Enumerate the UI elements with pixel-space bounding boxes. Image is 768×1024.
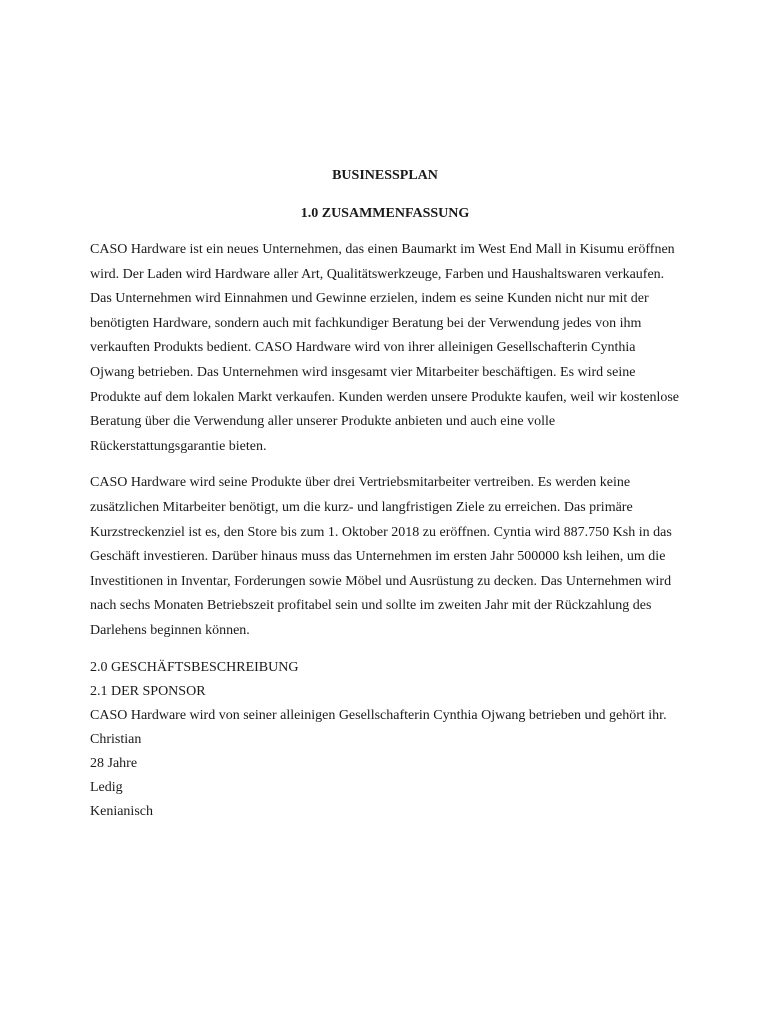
sponsor-nationality: Kenianisch [90,803,153,819]
summary-paragraph-2: CASO Hardware wird seine Produkte über drei Vertriebsmitarbeiter vertreiben. Es werden keine zusätzlichen Mitarbeiter benötigt, um die kurz- und langfristigen Ziele zu erreichen. Das primäre Kurzstreckenziel ist es, den Store bis zum 1. Oktober 2018 zu eröffnen. Cyntia wird 887.750 Ksh in das Geschäft investieren. Darüber hinaus muss das Unternehmen im ersten Jahr 500000 ksh leihen, um die Investitionen in Inventar, Forderungen sowie Möbel und Ausrüstung zu decken. Das Unternehmen wird nach sechs Monaten Betriebszeit profitabel sein und sollte im zweiten Jahr mit der Rückzahlung des Darlehens beginnen können. [90,475,672,638]
sponsor-statement: CASO Hardware wird von seiner alleinigen Gesellschafterin Cynthia Ojwang betrieben und gehört ihr. [90,707,667,723]
sponsor-heading: 2.1 DER SPONSOR [90,683,206,699]
summary-heading: 1.0 ZUSAMMENFASSUNG [300,206,470,221]
document-title: BUSINESSPLAN [332,168,438,183]
summary-paragraph-1: CASO Hardware ist ein neues Unternehmen, das einen Baumarkt im West End Mall in Kisumu eröffnen wird. Der Laden wird Hardware aller Art, Qualitätswerkzeuge, Farben und Haushaltswaren verkaufen. Das Unternehmen wird Einnahmen und Gewinne erzielen, indem es seine Kunden nicht nur mit der benötigten Hardware, sondern auch mit fachkundiger Beratung bei der Verwendung jedes von ihm verkauften Produkts bedient. CASO Hardware wird von ihrer alleinigen Gesellschafterin Cynthia Ojwang betrieben. Das Unternehmen wird insgesamt vier Mitarbeiter beschäftigen. Es wird seine Produkte auf dem lokalen Markt verkaufen. Kunden werden unsere Produkte kaufen, weil wir kostenlose Beratung über die Verwendung aller unserer Produkte anbieten und auch eine volle Rückerstattungsgarantie bieten. [90,242,679,454]
sponsor-marital-status: Ledig [90,779,123,795]
sponsor-name: Christian [90,731,142,747]
business-description-heading: 2.0 GESCHÄFTSBESCHREIBUNG [90,659,299,675]
document-content [90,166,680,824]
sponsor-age: 28 Jahre [90,755,138,771]
